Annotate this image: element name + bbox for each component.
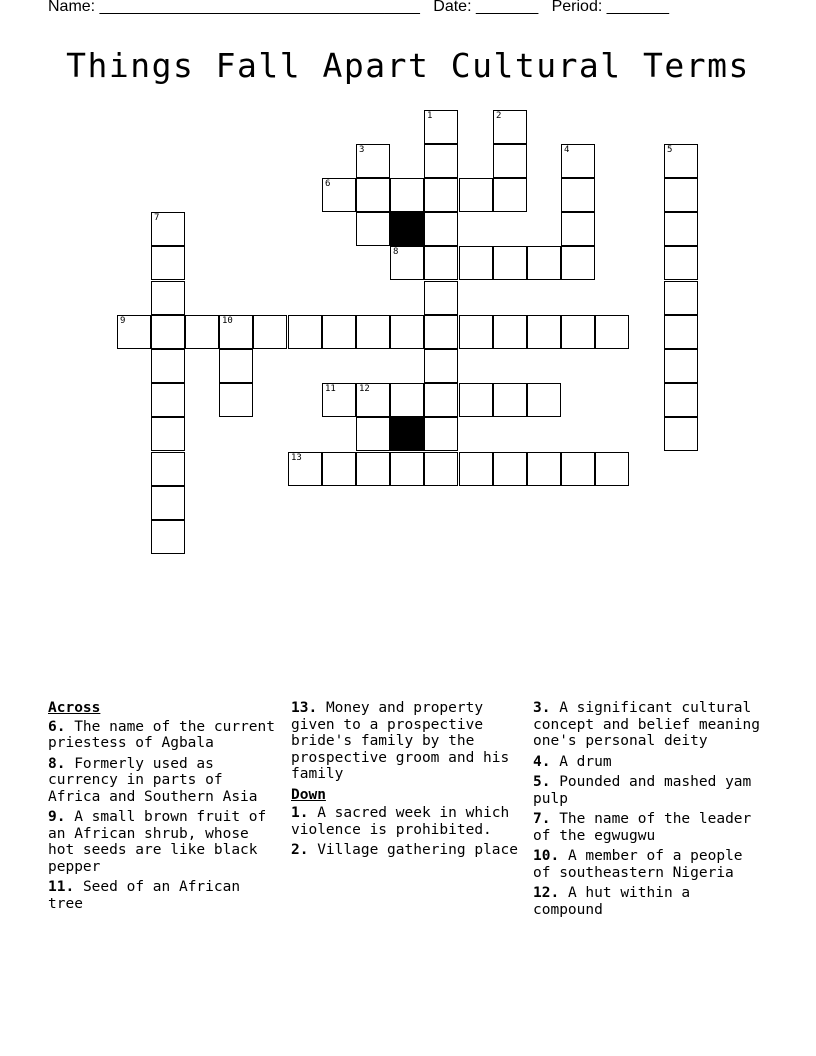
clue-number: 5 bbox=[667, 145, 673, 155]
clue-number: 3 bbox=[359, 145, 365, 155]
grid-cell[interactable] bbox=[390, 383, 424, 417]
grid-cell[interactable] bbox=[664, 281, 698, 315]
grid-cell[interactable] bbox=[595, 452, 629, 486]
clue-across-11: 11. Seed of an African tree bbox=[48, 879, 241, 912]
grid-cell-9[interactable] bbox=[117, 315, 151, 349]
clue-number: 1 bbox=[427, 111, 433, 121]
name-field[interactable]: Name: ____________________________________ bbox=[48, 0, 420, 15]
grid-cell[interactable] bbox=[595, 315, 629, 349]
grid-cell[interactable] bbox=[527, 315, 561, 349]
clue-down-12: 12. A hut within a compound bbox=[533, 885, 691, 918]
grid-cell[interactable] bbox=[356, 178, 390, 212]
grid-cell[interactable] bbox=[390, 315, 424, 349]
grid-cell[interactable] bbox=[493, 383, 527, 417]
grid-cell[interactable] bbox=[288, 315, 322, 349]
clue-down-3: 3. A significant cultural concept and belief meaning one's personal deity bbox=[533, 700, 760, 749]
clue-number: 11 bbox=[325, 384, 336, 394]
grid-cell[interactable] bbox=[424, 383, 458, 417]
grid-cell[interactable] bbox=[356, 452, 390, 486]
clue-across-9: 9. A small brown fruit of an African shrub, whose hot seeds are like black pepper bbox=[48, 809, 267, 875]
page-title: Things Fall Apart Cultural Terms bbox=[66, 46, 750, 85]
clue-column-1 bbox=[48, 700, 280, 916]
clue-number: 12 bbox=[359, 384, 370, 394]
grid-cell[interactable] bbox=[664, 178, 698, 212]
grid-cell[interactable] bbox=[527, 452, 561, 486]
grid-cell-7[interactable] bbox=[151, 212, 185, 246]
clue-number: 7 bbox=[154, 213, 160, 223]
grid-cell[interactable] bbox=[356, 417, 390, 451]
grid-cell[interactable] bbox=[561, 315, 595, 349]
grid-cell[interactable] bbox=[664, 212, 698, 246]
grid-cell[interactable] bbox=[151, 417, 185, 451]
clue-across-13: 13. Money and property given to a prospective bride's family by the prospective groom and his family bbox=[291, 700, 510, 782]
clue-column-2 bbox=[291, 700, 523, 863]
grid-cell[interactable] bbox=[664, 246, 698, 280]
grid-cell[interactable] bbox=[185, 315, 219, 349]
grid-cell[interactable] bbox=[493, 178, 527, 212]
grid-cell[interactable] bbox=[390, 178, 424, 212]
grid-cell[interactable] bbox=[253, 315, 287, 349]
grid-cell[interactable] bbox=[424, 212, 458, 246]
grid-cell[interactable] bbox=[424, 417, 458, 451]
grid-cell[interactable] bbox=[151, 246, 185, 280]
grid-cell[interactable] bbox=[561, 212, 595, 246]
grid-block bbox=[390, 212, 424, 246]
grid-cell[interactable] bbox=[151, 486, 185, 520]
grid-cell[interactable] bbox=[151, 349, 185, 383]
grid-cell[interactable] bbox=[356, 315, 390, 349]
grid-cell[interactable] bbox=[459, 178, 493, 212]
grid-cell[interactable] bbox=[151, 315, 185, 349]
grid-cell-2[interactable] bbox=[493, 110, 527, 144]
across-heading: Across bbox=[48, 700, 101, 716]
grid-cell[interactable] bbox=[459, 383, 493, 417]
grid-cell-4[interactable] bbox=[561, 144, 595, 178]
grid-block bbox=[390, 417, 424, 451]
clue-down-2: 2. Village gathering place bbox=[291, 842, 518, 858]
grid-cell[interactable] bbox=[561, 178, 595, 212]
clue-number: 4 bbox=[564, 145, 570, 155]
down-heading: Down bbox=[291, 786, 326, 803]
grid-cell[interactable] bbox=[527, 246, 561, 280]
grid-cell-6[interactable] bbox=[322, 178, 356, 212]
grid-cell[interactable] bbox=[151, 281, 185, 315]
clue-down-7: 7. The name of the leader of the egwugwu bbox=[533, 811, 752, 844]
period-field[interactable]: Period: _______ bbox=[551, 0, 670, 15]
grid-cell[interactable] bbox=[424, 246, 458, 280]
clue-down-10: 10. A member of a people of southeastern Nigeria bbox=[533, 848, 743, 881]
clue-column-3 bbox=[533, 700, 765, 922]
grid-cell-13[interactable] bbox=[288, 452, 322, 486]
clue-number: 2 bbox=[496, 111, 502, 121]
grid-cell-1[interactable] bbox=[424, 110, 458, 144]
clue-number: 6 bbox=[325, 179, 331, 189]
grid-cell[interactable] bbox=[459, 246, 493, 280]
grid-cell-5[interactable] bbox=[664, 144, 698, 178]
grid-cell[interactable] bbox=[493, 246, 527, 280]
grid-cell[interactable] bbox=[151, 383, 185, 417]
grid-cell[interactable] bbox=[151, 520, 185, 554]
grid-cell[interactable] bbox=[493, 144, 527, 178]
grid-cell[interactable] bbox=[322, 452, 356, 486]
grid-cell[interactable] bbox=[356, 212, 390, 246]
grid-cell[interactable] bbox=[322, 315, 356, 349]
grid-cell[interactable] bbox=[664, 383, 698, 417]
clue-down-5: 5. Pounded and mashed yam pulp bbox=[533, 774, 752, 807]
grid-cell[interactable] bbox=[561, 452, 595, 486]
clue-number: 13 bbox=[291, 453, 302, 463]
grid-cell[interactable] bbox=[493, 452, 527, 486]
grid-cell[interactable] bbox=[424, 178, 458, 212]
clue-across-6: 6. The name of the current priestess of Agbala bbox=[48, 718, 275, 751]
grid-cell[interactable] bbox=[664, 417, 698, 451]
grid-cell[interactable] bbox=[561, 246, 595, 280]
grid-cell[interactable] bbox=[151, 452, 185, 486]
grid-cell[interactable] bbox=[219, 349, 253, 383]
grid-cell[interactable] bbox=[424, 281, 458, 315]
grid-cell[interactable] bbox=[424, 349, 458, 383]
grid-cell[interactable] bbox=[219, 383, 253, 417]
grid-cell[interactable] bbox=[390, 452, 424, 486]
clue-number: 9 bbox=[120, 316, 126, 326]
clue-across-8: 8. Formerly used as currency in parts of Africa and Southern Asia bbox=[48, 755, 258, 805]
clue-number: 8 bbox=[393, 247, 399, 257]
grid-cell[interactable] bbox=[424, 452, 458, 486]
grid-cell-12[interactable] bbox=[356, 383, 390, 417]
grid-cell-11[interactable] bbox=[322, 383, 356, 417]
grid-cell[interactable] bbox=[424, 315, 458, 349]
grid-cell[interactable] bbox=[459, 452, 493, 486]
clue-down-1: 1. A sacred week in which violence is prohibited. bbox=[291, 805, 510, 838]
date-field[interactable]: Date: _______ bbox=[433, 0, 539, 15]
grid-cell-8[interactable] bbox=[390, 246, 424, 280]
grid-cell[interactable] bbox=[527, 383, 561, 417]
clue-number: 10 bbox=[222, 316, 233, 326]
grid-cell-3[interactable] bbox=[356, 144, 390, 178]
grid-cell[interactable] bbox=[459, 315, 493, 349]
grid-cell-10[interactable] bbox=[219, 315, 253, 349]
grid-cell[interactable] bbox=[664, 315, 698, 349]
grid-cell[interactable] bbox=[664, 349, 698, 383]
grid-cell[interactable] bbox=[493, 315, 527, 349]
clue-down-4: 4. A drum bbox=[533, 753, 612, 770]
grid-cell[interactable] bbox=[424, 144, 458, 178]
